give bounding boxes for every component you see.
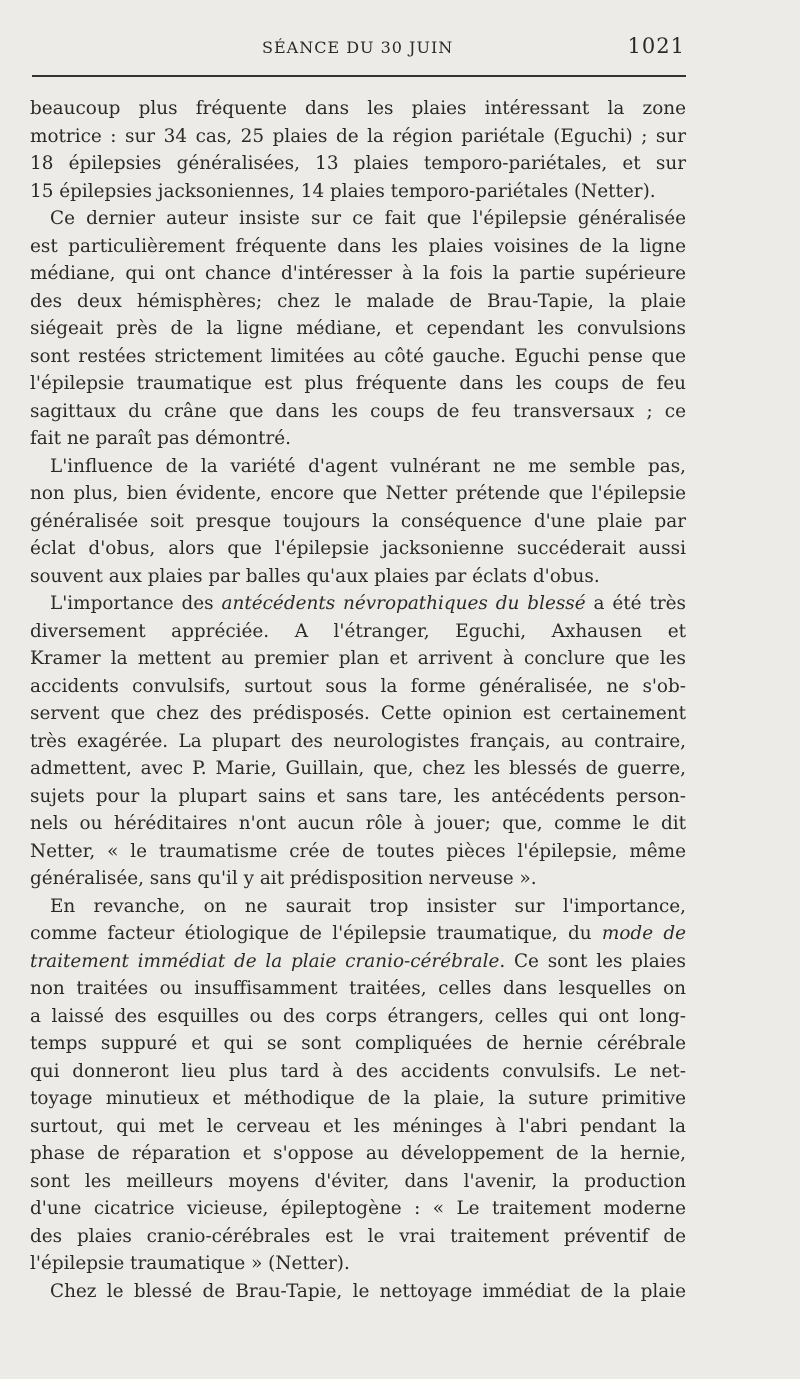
running-head [30,34,685,66]
text-line: phase de réparation et s'oppose au développement de la hernie, [30,1143,686,1164]
text-line: nels ou héréditaires n'ont aucun rôle à jouer; que, comme le dit [30,813,686,834]
text-line: sagittaux du crâne que dans les coups de feu transversaux ; ce [30,400,686,422]
body-text [30,95,686,1305]
text-line: surtout, qui met le cerveau et les méninges à l'abri pendant la [30,1115,686,1137]
text-segment: a été très [585,593,686,614]
text-segment: . Ce sont les plaies [499,950,686,972]
text-line: des plaies cranio-cérébrales est le vrai traitement préventif de [30,1225,686,1247]
italic-emphasis: antécédents névropathiques du blessé [221,593,586,614]
text-line: fait ne paraît pas démontré. [30,428,292,449]
text-line: médiane, qui ont chance d'intéresser à la fois la partie supérieure [30,263,686,284]
text-line: Chez le blessé de Brau-Tapie, le nettoyage immédiat de la plaie [50,1280,686,1302]
text-line: d'une cicatrice vicieuse, épileptogène : « Le traitement moderne [30,1198,686,1219]
text-line: qui donneront lieu plus tard à des accidents convulsifs. Le net- [30,1060,686,1082]
text-line: admettent, avec P. Marie, Guillain, que, chez les blessés de guerre, [30,758,686,779]
text-line: Ce dernier auteur insiste sur ce fait que l'épilepsie généralisée [50,208,686,229]
text-line: En revanche, on ne saurait trop insister sur l'importance, [50,895,686,917]
text-line: sont les meilleurs moyens d'éviter, dans l'avenir, la production [30,1170,686,1192]
text-line: non traitées ou insuffisamment traitées, celles dans lesquelles on [30,978,686,999]
text-segment: comme facteur étiologique de l'épilepsie traumatique, du [30,923,602,944]
text-line: éclat d'obus, alors que l'épilepsie jacksonienne succéderait aussi [30,538,686,559]
text-line: diversement appréciée. A l'étranger, Eguchi, Axhausen et [30,620,686,642]
text-line: beaucoup plus fréquente dans les plaies intéressant la zone [30,98,686,119]
text-line: est particulièrement fréquente dans les plaies voisines de la ligne [30,235,686,257]
text-line: accidents convulsifs, surtout sous la forme généralisée, ne s'ob- [30,675,686,697]
text-line [30,920,686,948]
text-line: servent que chez des prédisposés. Cette opinion est certainement [30,703,686,724]
italic-emphasis: mode de [601,923,687,944]
text-line: souvent aux plaies par balles qu'aux plaies par éclats d'obus. [30,565,600,587]
text-line: l'épilepsie traumatique est plus fréquente dans les coups de feu [30,373,686,394]
text-line: généralisée, sans qu'il y ait prédisposition nerveuse ». [30,868,537,889]
text-line: motrice : sur 34 cas, 25 plaies de la région pariétale (Eguchi) ; sur [30,125,686,147]
text-segment: L'importance des [50,593,222,614]
text-line: l'épilepsie traumatique » (Netter). [30,1253,350,1274]
text-line: siégeait près de la ligne médiane, et cependant les convulsions [30,318,686,339]
running-title: SÉANCE DU 30 JUIN [262,38,454,57]
text-line: sont restées strictement limitées au côté gauche. Eguchi pense que [30,345,686,367]
text-line [30,590,686,618]
text-line: toyage minutieux et méthodique de la plaie, la suture primitive [30,1088,686,1109]
text-line: des deux hémisphères; chez le malade de Brau-Tapie, la plaie [30,290,686,312]
text-line: Kramer la mettent au premier plan et arrivent à conclure que les [30,648,686,669]
text-line: temps suppuré et qui se sont compliquées de hernie cérébrale [30,1033,686,1054]
text-line: Netter, « le traumatisme crée de toutes pièces l'épilepsie, même [30,840,686,862]
text-line: généralisée soit presque toujours la conséquence d'une plaie par [30,510,686,532]
page-number: 1021 [627,34,685,58]
text-line: 18 épilepsies généralisées, 13 plaies temporo-pariétales, et sur [30,153,686,174]
text-line: non plus, bien évidente, encore que Netter prétende que l'épilepsie [30,483,686,504]
text-line: 15 épilepsies jacksoniennes, 14 plaies temporo-pariétales (Netter). [30,180,656,202]
text-line: sujets pour la plupart sains et sans tare, les antécédents person- [30,785,686,807]
text-line: a laissé des esquilles ou des corps étrangers, celles qui ont long- [30,1005,686,1027]
italic-emphasis: traitement immédiat de la plaie cranio-cérébrale [30,950,500,972]
text-line: très exagérée. La plupart des neurologistes français, au contraire, [30,730,686,752]
text-line [30,948,686,976]
text-line: L'influence de la variété d'agent vulnérant ne me semble pas, [50,455,686,477]
header-rule [32,75,686,77]
